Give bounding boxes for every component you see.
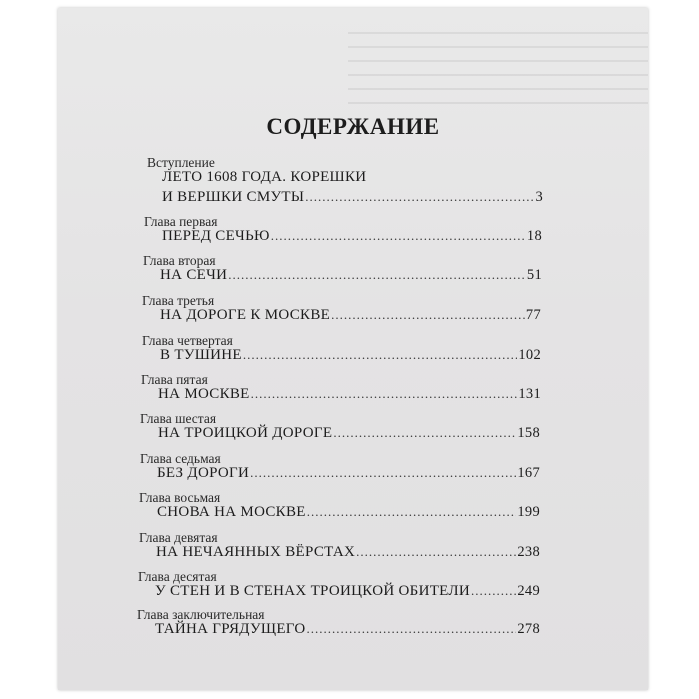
toc-entry-title: ТАЙНА ГРЯДУЩЕГО [155, 621, 306, 637]
dot-leader [271, 228, 526, 244]
toc-entry-title: ЛЕТО 1608 ГОДА. КОРЕШКИ [162, 169, 367, 185]
toc-entry-label: Глава первая [144, 214, 218, 229]
dot-leader [243, 347, 517, 363]
toc-entry-label: Глава вторая [143, 253, 216, 268]
toc-entry-page-number: 249 [517, 583, 540, 599]
toc-entry-page-number: 238 [517, 544, 540, 560]
toc-entry-label: Глава десятая [138, 569, 217, 584]
toc-entry-page-number: 131 [518, 386, 541, 402]
toc-entry-title-line [162, 169, 366, 186]
toc-entry-label: Глава седьмая [140, 451, 221, 466]
toc-entry-label: Глава заключительная [137, 607, 265, 622]
dot-leader [307, 504, 517, 520]
toc-entry-title: НА МОСКВЕ [158, 386, 250, 402]
dot-leader [307, 621, 517, 637]
toc-entry-label: Глава шестая [140, 411, 217, 426]
dot-leader [251, 386, 518, 402]
toc-entry-title-line [156, 544, 540, 561]
toc-entry-page-number: 77 [525, 307, 541, 323]
toc-entry-title-line [158, 425, 540, 442]
toc-entry-page-number: 51 [526, 267, 542, 283]
toc-entry-label: Глава девятая [139, 530, 218, 545]
dot-leader [228, 267, 526, 283]
toc-entry-title-line [162, 189, 543, 206]
dot-leader [356, 544, 516, 560]
toc-entry-title: У СТЕН И В СТЕНАХ ТРОИЦКОЙ ОБИТЕЛИ [155, 583, 471, 599]
toc-entry-label: Глава четвертая [142, 333, 233, 348]
toc-entry-title: СНОВА НА МОСКВЕ [157, 504, 306, 520]
toc-entry-title-line [160, 267, 542, 284]
toc-entry-title: НА ДОРОГЕ К МОСКВЕ [160, 307, 331, 323]
toc-entry-title: НА НЕЧАЯННЫХ ВЁРСТАХ [156, 544, 356, 560]
dot-leader [250, 465, 516, 481]
toc-entry-title: В ТУШИНЕ [160, 347, 242, 363]
toc-entry-title-line [158, 386, 541, 403]
toc-entry-title-line [157, 465, 540, 482]
toc-entry-title-line [160, 307, 541, 324]
toc-entry-page-number: 102 [518, 347, 541, 363]
toc-entry-title: И ВЕРШКИ СМУТЫ [162, 189, 305, 205]
toc-entry-title-line [155, 583, 540, 600]
toc-entry-title: БЕЗ ДОРОГИ [157, 465, 250, 481]
dot-leader [333, 425, 516, 441]
toc-entry-title-line [162, 228, 542, 245]
toc-entry-title-line [155, 621, 540, 638]
toc-entry-title: НА ТРОИЦКОЙ ДОРОГЕ [158, 425, 333, 441]
toc-entry-title: ПЕРЕД СЕЧЬЮ [162, 228, 270, 244]
dot-leader [471, 583, 516, 599]
toc-title: СОДЕРЖАНИЕ [266, 114, 440, 139]
toc-entry-label: Глава третья [142, 293, 215, 308]
dot-leader [305, 189, 534, 205]
toc-entry-label: Глава пятая [141, 372, 208, 387]
toc-entry-page-number: 199 [517, 504, 540, 520]
toc-entry-page-number: 278 [517, 621, 540, 637]
toc-entry-page-number: 167 [517, 465, 540, 481]
dot-leader [331, 307, 525, 323]
toc-entry-title-line [160, 347, 541, 364]
toc-entry-page-number: 18 [526, 228, 542, 244]
toc-entry-label: Вступление [147, 155, 215, 170]
toc-entry-title: НА СЕЧИ [160, 267, 228, 283]
toc-entry-label: Глава восьмая [139, 490, 221, 505]
toc-entry-page-number: 3 [535, 189, 543, 205]
bleed-through-texture [348, 20, 648, 110]
toc-entry-title-line [157, 504, 540, 521]
toc-entry-page-number: 158 [517, 425, 540, 441]
